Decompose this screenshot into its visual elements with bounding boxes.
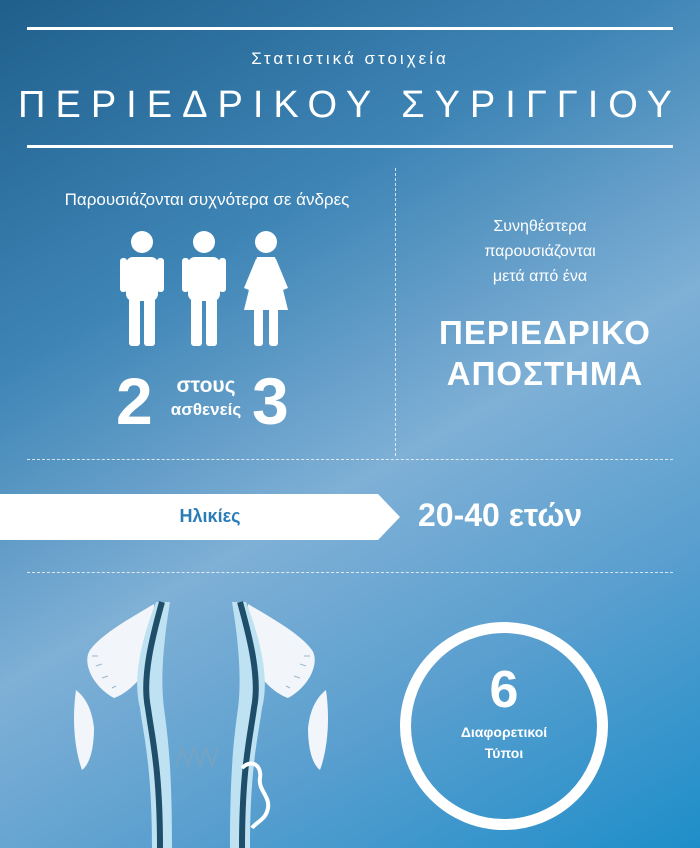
abscess-line-1: ΠΕΡΙΕΔΡΙΚΟ [439,314,651,351]
male-icon [182,231,226,346]
cause-line-3: μετά από ένα [492,268,588,285]
cause-line-1: Συνηθέστερα [493,218,587,235]
subtitle: Στατιστικά στοιχεία [251,49,449,68]
male-icon [120,231,164,346]
section-divider [27,459,673,460]
abscess-line-2: ΑΠΟΣΤΗΜΑ [446,355,644,392]
cause-line-2: παρουσιάζονται [484,243,596,260]
title-rule [27,145,673,148]
types-count: 6 [489,661,519,719]
people-icons [120,230,295,348]
column-divider [395,168,396,456]
ratio-word: στους [176,374,236,397]
types-label-line-1: Διαφορετικοί [460,724,548,740]
anal-canal-illustration [72,598,330,848]
gender-note: Παρουσιάζονται συχνότερα σε άνδρες [64,190,350,209]
types-label [400,722,608,764]
ratio-subword: ασθενείς [170,400,242,419]
abscess-heading [400,312,690,394]
age-label: Ηλικίες [179,506,241,526]
ratio-right-number: 3 [252,364,289,438]
age-value: 20-40 ετών [418,497,583,533]
top-rule [27,27,673,30]
ratio-left-number: 2 [116,364,153,438]
types-label-line-2: Τύποι [484,745,524,761]
section-divider [27,572,673,573]
cause-note [430,214,650,289]
anal-canal [137,602,265,848]
page-title: ΠΕΡΙΕΔΡΙΚΟΥ ΣΥΡΙΓΓΙΟΥ [18,84,682,126]
female-icon [244,231,288,346]
